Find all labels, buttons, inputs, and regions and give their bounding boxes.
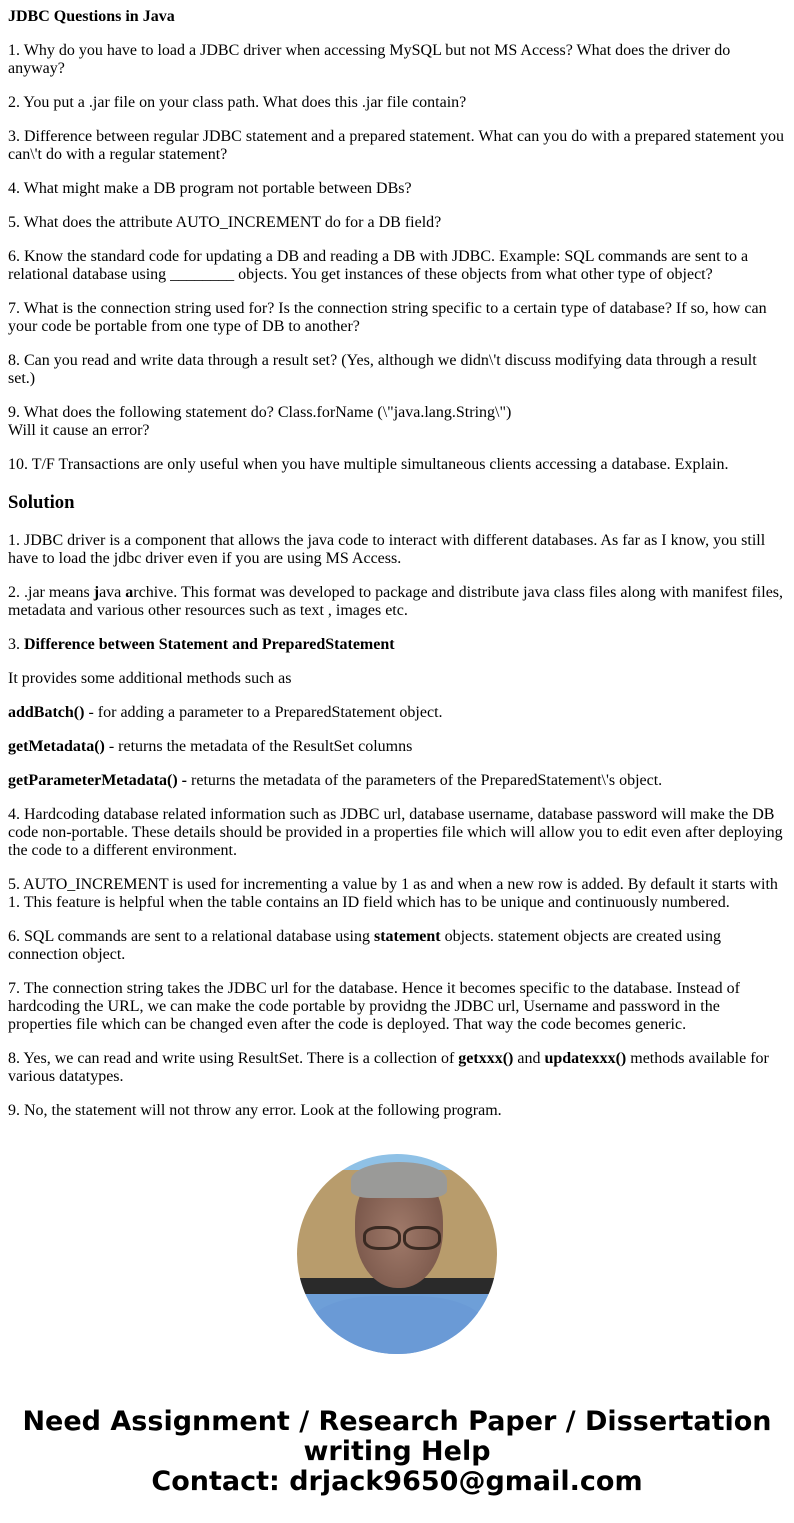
photo-shirt [307,1296,487,1354]
solution-3: 3. Difference between Statement and PreparedStatement [8,636,395,653]
question-3: 3. Difference between regular JDBC statement and a prepared statement. What can you do with a prepared statement you can\'t do with a regular statement? [8,128,785,163]
page-title: JDBC Questions in Java [8,8,175,25]
photo-glasses-right [403,1226,441,1250]
promo-line-1: Need Assignment / Research Paper / Dissertation writing Help [22,1406,772,1467]
method-addbatch: addBatch() - for adding a parameter to a PreparedStatement object. [8,704,443,721]
question-5: 5. What does the attribute AUTO_INCREMENT do for a DB field? [8,214,442,231]
promo-contact: Contact: drjack9650@gmail.com [151,1466,643,1497]
question-7: 7. What is the connection string used for? Is the connection string specific to a certain type of database? If so, how can your code be portable from one type of DB to another? [8,300,767,335]
solution-9: 9. No, the statement will not throw any error. Look at the following program. [8,1102,502,1119]
solution-heading: Solution [8,492,75,513]
solution-5: 5. AUTO_INCREMENT is used for incrementing a value by 1 as and when a new row is added. By default it starts with 1. This feature is helpful when the table contains an ID field which has to be unique and continuously numbered. [8,876,778,911]
author-photo-container [8,1154,786,1359]
question-9: 9. What does the following statement do? Class.forName (\"java.lang.String\") Will it cause an error? [8,404,512,439]
question-6: 6. Know the standard code for updating a DB and reading a DB with JDBC. Example: SQL commands are sent to a relational database using ________ objects. You get instances of these objects from what other type of object? [8,248,749,283]
question-2: 2. You put a .jar file on your class path. What does this .jar file contain? [8,94,467,111]
question-1: 1. Why do you have to load a JDBC driver when accessing MySQL but not MS Access? What does the driver do anyway? [8,42,731,77]
solution-7: 7. The connection string takes the JDBC url for the database. Hence it becomes specific to the database. Instead of hardcoding the URL, we can make the code portable by providng the JDBC url, Username and password in the properties file which can be changed even after the code is deployed. That way the code becomes generic. [8,980,740,1033]
promo-banner [8,1407,786,1497]
solution-1: 1. JDBC driver is a component that allows the java code to interact with different databases. As far as I know, you still have to load the jdbc driver even if you are using MS Access. [8,532,766,567]
method-getparametermetadata: getParameterMetadata() - returns the metadata of the parameters of the PreparedStatement\'s object. [8,772,663,789]
solution-4: 4. Hardcoding database related information such as JDBC url, database username, database password will make the DB code non-portable. These details should be provided in a properties file which will allow you to edit even after deploying the code to a different environment. [8,806,783,859]
question-8: 8. Can you read and write data through a result set? (Yes, although we didn\'t discuss modifying data through a result set.) [8,352,757,387]
question-10: 10. T/F Transactions are only useful when you have multiple simultaneous clients accessing a database. Explain. [8,456,729,473]
solution-8: 8. Yes, we can read and write using ResultSet. There is a collection of getxxx() and updatexxx() methods available for various datatypes. [8,1050,769,1085]
solution-2: 2. .jar means java archive. This format was developed to package and distribute java class files along with manifest files, metadata and various other resources such as text , images etc. [8,584,784,619]
photo-hair [351,1162,447,1198]
author-photo [297,1154,497,1354]
solution-6: 6. SQL commands are sent to a relational database using statement objects. statement objects are created using connection object. [8,928,721,963]
question-4: 4. What might make a DB program not portable between DBs? [8,180,412,197]
solution-3-intro: It provides some additional methods such as [8,670,292,687]
photo-glasses-left [363,1226,401,1250]
method-getmetadata: getMetadata() - returns the metadata of the ResultSet columns [8,738,413,755]
